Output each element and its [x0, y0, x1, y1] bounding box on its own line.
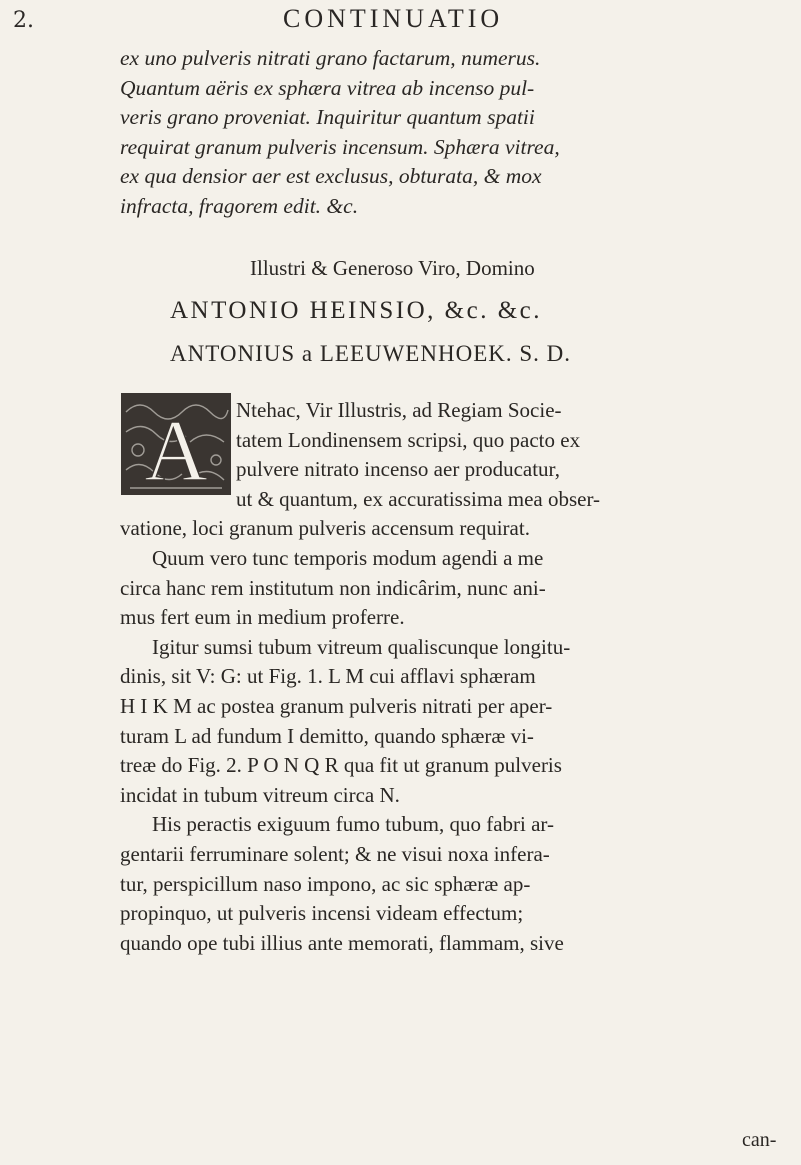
summary-line: ex qua densior aer est exclusus, obturata, & mox [120, 164, 542, 188]
body-line: H I K M ac postea granum pulveris nitrati per aper- [120, 693, 553, 718]
page-number: 2. [13, 8, 34, 33]
body-line: Quum vero tunc temporis modum agendi a me [152, 545, 544, 570]
body-line: ut & quantum, ex accuratissima mea obser- [236, 486, 601, 511]
summary-line: requirat granum pulveris incensum. Sphæra vitrea, [120, 134, 560, 159]
body-line: tur, perspicillum naso impono, ac sic sphæræ ap- [120, 871, 531, 896]
body-line: incidat in tubum vitreum circa N. [120, 782, 400, 807]
body-line: gentarii ferruminare solent; & ne visui noxa infera- [120, 841, 550, 866]
body-line: treæ do Fig. 2. P O N Q R qua fit ut granum pulveris [120, 753, 562, 778]
body-line: turam L ad fundum I demitto, quando sphæræ vi- [120, 723, 534, 748]
body-line: Igitur sumsi tubum vitreum qualiscunque longitu- [152, 634, 571, 659]
drop-cap-letter: A [144, 403, 208, 496]
running-head [0, 2, 801, 42]
letter-body [120, 396, 800, 958]
catchword: can- [742, 1129, 777, 1151]
body-line: tatem Londinensem scripsi, quo pacto ex [236, 427, 581, 452]
summary-line: infracta, fragorem edit. &c. [120, 193, 359, 218]
body-line: propinquo, ut pulveris incensi videam effectum; [120, 901, 524, 926]
salutation: Illustri & Generoso Viro, Domino [250, 256, 535, 280]
summary-line: Quantum aëris ex sphæra vitrea ab incenso pul- [120, 75, 535, 100]
recipient-heading: ANTONIO HEINSIO, &c. &c. [170, 297, 542, 324]
body-line: circa hanc rem institutum non indicârim, nunc ani- [120, 575, 546, 600]
body-line: mus fert eum in medium proferre. [120, 605, 405, 630]
body-line: dinis, sit V: G: ut Fig. 1. L M cui afflavi sphæram [120, 664, 536, 689]
summary-line: ex uno pulveris nitrati grano factarum, numerus. [120, 46, 541, 70]
body-line: pulvere nitrato incenso aer producatur, [236, 457, 560, 482]
sender-heading: ANTONIUS a LEEUWENHOEK. S. D. [170, 341, 571, 366]
body-line: quando ope tubi illius ante memorati, flammam, sive [120, 930, 564, 955]
body-line: vatione, loci granum pulveris accensum requirat. [120, 516, 530, 541]
running-title: CONTINUATIO [283, 4, 504, 33]
body-line: Ntehac, Vir Illustris, ad Regiam Socie- [236, 398, 562, 422]
summary-line: veris grano proveniat. Inquiritur quantum spatii [120, 105, 535, 129]
body-line: His peractis exiguum fumo tubum, quo fabri ar- [152, 812, 554, 837]
chapter-summary [120, 44, 785, 221]
